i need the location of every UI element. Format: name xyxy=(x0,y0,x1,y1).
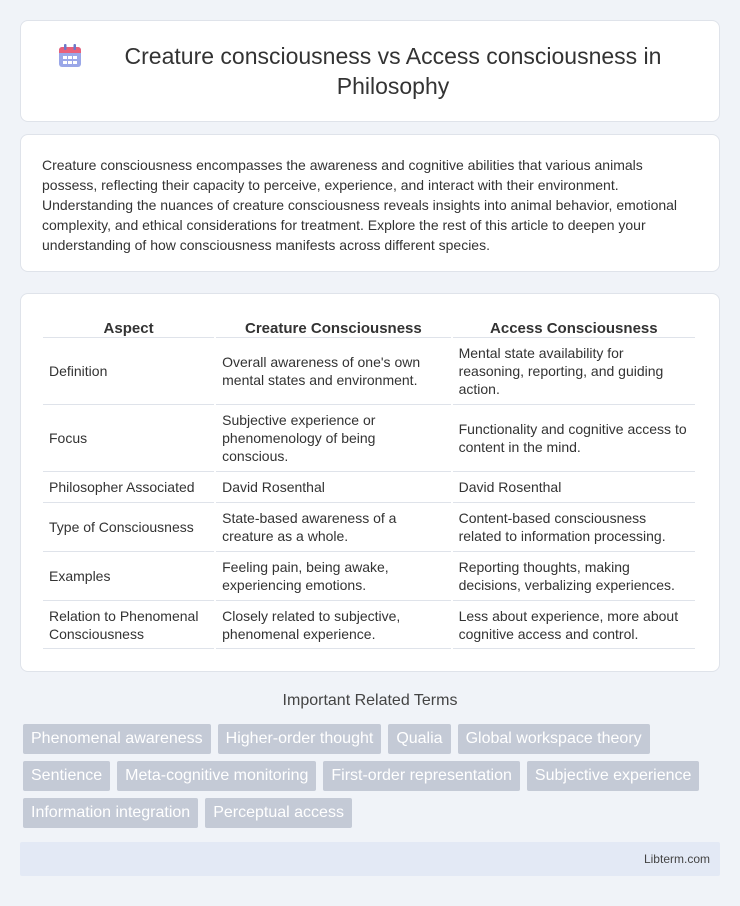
table-cell: David Rosenthal xyxy=(216,472,450,503)
comparison-table xyxy=(41,314,697,649)
table-row xyxy=(43,601,695,649)
tag-sentience[interactable]: Sentience xyxy=(23,761,110,791)
table-row xyxy=(43,405,695,472)
tag-row xyxy=(23,724,723,754)
header-creature: Creature Consciousness xyxy=(216,314,450,338)
tag-first-order-representation[interactable]: First-order representation xyxy=(323,761,520,791)
header-access: Access Consciousness xyxy=(453,314,695,338)
table-cell: Less about experience, more about cognitive access and control. xyxy=(453,601,695,649)
table-cell: Focus xyxy=(43,405,214,472)
table-cell: Mental state availability for reasoning, reporting, and guiding action. xyxy=(453,338,695,405)
tag-perceptual-access[interactable]: Perceptual access xyxy=(205,798,352,828)
table-cell: Type of Consciousness xyxy=(43,503,214,552)
page-title: Creature consciousness vs Access consciousness in Philosophy xyxy=(124,43,662,99)
tag-phenomenal-awareness[interactable]: Phenomenal awareness xyxy=(23,724,211,754)
tag-higher-order-thought[interactable]: Higher-order thought xyxy=(218,724,382,754)
title-card xyxy=(20,20,720,122)
table-cell: State-based awareness of a creature as a whole. xyxy=(216,503,450,552)
table-row xyxy=(43,552,695,601)
table-cell: Examples xyxy=(43,552,214,601)
table-row xyxy=(43,503,695,552)
table-cell: Overall awareness of one's own mental states and environment. xyxy=(216,338,450,405)
tag-global-workspace-theory[interactable]: Global workspace theory xyxy=(458,724,650,754)
table-cell: Relation to Phenomenal Consciousness xyxy=(43,601,214,649)
table-cell: Subjective experience or phenomenology of being conscious. xyxy=(216,405,450,472)
header-aspect: Aspect xyxy=(43,314,214,338)
calendar-icon xyxy=(57,43,83,69)
comparison-table-card xyxy=(20,293,720,672)
intro-card xyxy=(20,134,720,272)
table-cell: Content-based consciousness related to information processing. xyxy=(453,503,695,552)
table-cell: Reporting thoughts, making decisions, verbalizing experiences. xyxy=(453,552,695,601)
tag-information-integration[interactable]: Information integration xyxy=(23,798,198,828)
table-cell: Philosopher Associated xyxy=(43,472,214,503)
table-cell: Closely related to subjective, phenomenal experience. xyxy=(216,601,450,649)
footer xyxy=(20,842,720,876)
table-cell: Definition xyxy=(43,338,214,405)
table-cell: Feeling pain, being awake, experiencing emotions. xyxy=(216,552,450,601)
related-terms-title: Important Related Terms xyxy=(282,692,458,709)
table-header-row xyxy=(43,314,695,338)
tag-meta-cognitive-monitoring[interactable]: Meta-cognitive monitoring xyxy=(117,761,316,791)
footer-site-link[interactable]: Libterm.com xyxy=(643,852,710,866)
table-cell: David Rosenthal xyxy=(453,472,695,503)
table-cell: Functionality and cognitive access to content in the mind. xyxy=(453,405,695,472)
table-row xyxy=(43,338,695,405)
tag-subjective-experience[interactable]: Subjective experience xyxy=(527,761,700,791)
intro-text: Creature consciousness encompasses the awareness and cognitive abilities that various animals possess, reflecting their capacity to perceive, experience, and interact with their environment. Understanding the nuances of creature consciousness reveals insights into animal behavior, emotional complexity, and ethical considerations for treatment. Explore the rest of this article to deepen your understanding of how consciousness manifests across different species. xyxy=(42,157,678,253)
related-terms-list xyxy=(23,724,723,835)
tag-qualia[interactable]: Qualia xyxy=(388,724,450,754)
tag-row xyxy=(23,761,723,791)
table-row xyxy=(43,472,695,503)
tag-row xyxy=(23,798,723,828)
